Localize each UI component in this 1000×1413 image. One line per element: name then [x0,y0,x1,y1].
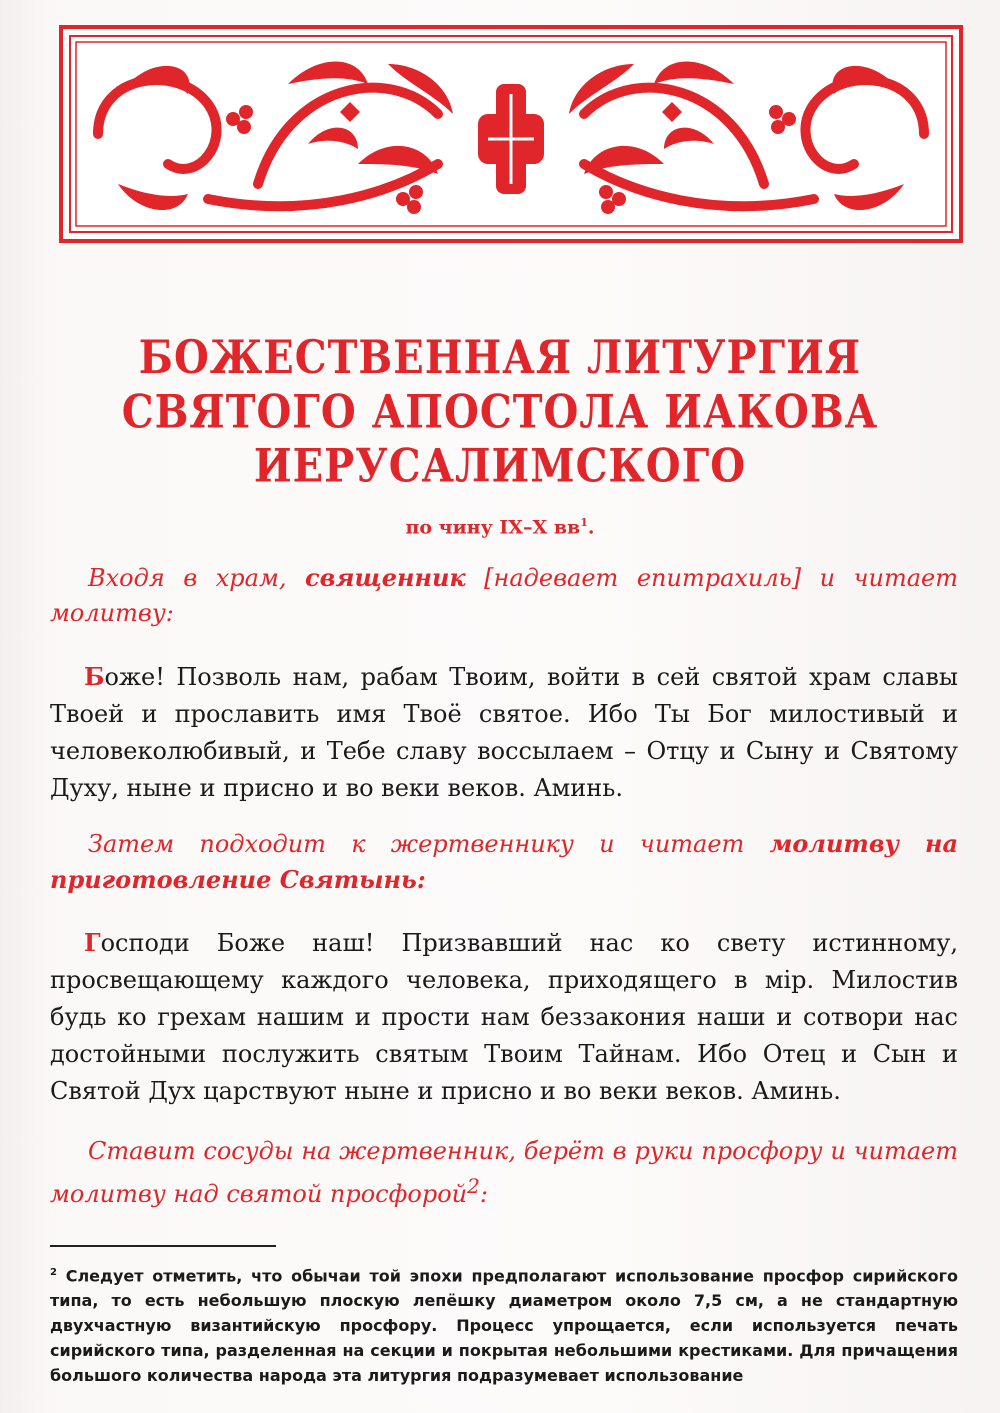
prayer-2-text: осподи Боже наш! Призвавший нас ко свету истинному, просвещающему каждого человека, приходящего в мiр. Милостив будь ко грехам нашим и прости нам беззакония наши и сотвори нас достойными послужить святым Твоим Тайнам. Ибо Отец и Сын и Святой Дух царствуют ныне и присно и во веки веков. Аминь. [50,929,958,1105]
footnote [50,1260,958,1388]
rubric-1-bold: священник [305,563,466,592]
footnote-ref-2: 2 [467,1174,480,1198]
rubric-1-part-1: Входя в храм, [88,564,305,592]
subtitle [0,516,1000,538]
rubric-2 [50,826,958,898]
footnote-text: Следует отметить, что обычаи той эпохи предполагают использование просфор сирийского типа, то есть небольшую плоскую лепёшку диаметром около 7,5 см, а не стандартную двухчастную византийскую просфору. Процесс упрощается, если используется печать сирийского типа, разделенная на секции и покрытая небольшими крестиками. Для причащения большого количества народа эта литургия подразумевает использование [50,1266,958,1386]
page-title-line-2: СВЯТОГО АПОСТОЛА ИАКОВА ИЕРУСАЛИМСКОГО [121,384,879,494]
prayer-2-initial: Г [84,928,101,957]
rubric-1-part-2: [надевает епитрахиль] и читает молитву: [50,564,958,627]
footnote-divider [50,1245,276,1247]
footnote-number: 2 [50,1267,57,1278]
rubric-3 [50,1134,958,1212]
page-title-line-1: БОЖЕСТВЕННАЯ ЛИТУРГИЯ [138,330,862,385]
rubric-2-part-1: Затем подходит к жертвеннику и читает [88,830,770,858]
prayer-2 [50,924,958,1110]
footnote-ref-1: 1 [580,516,588,529]
subtitle-end: . [587,516,595,539]
prayer-1 [50,658,958,807]
floral-ornament-icon [58,24,964,244]
prayer-1-initial: Б [84,662,105,691]
subtitle-text: по чину IX–X вв [405,516,581,539]
prayer-1-text: оже! Позволь нам, рабам Твоим, войти в сей святой храм славы Твоей и прославить имя Твоё святое. Ибо Ты Бог милостивый и человеколюбивый, и Тебе славу воссылаем – Отцу и Сыну и Святому Духу, ныне и присно и во веки веков. Аминь. [50,663,958,802]
rubric-2-bold: молитву на приготовление Святынь: [50,829,958,894]
rubric-3-text: Ставит сосуды на жертвенник, берёт в руки просфору и читает молитву над святой просфорой [50,1137,958,1208]
rubric-3-end: : [479,1180,488,1208]
rubric-1 [50,560,958,631]
